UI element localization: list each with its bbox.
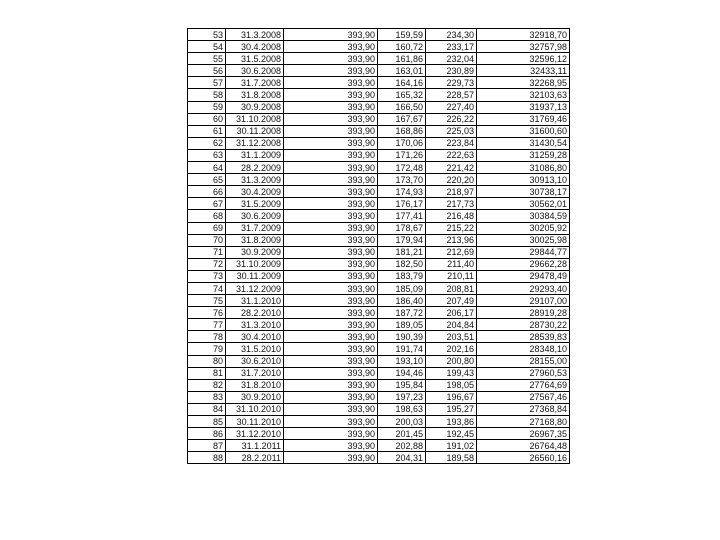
row-number-cell: 66 [188, 186, 226, 198]
table-row [188, 65, 570, 77]
row-number-cell: 70 [188, 234, 226, 246]
principal-cell: 203,51 [426, 331, 477, 343]
row-number-cell: 64 [188, 162, 226, 174]
date-cell: 31.10.2009 [226, 258, 284, 270]
principal-cell: 216,48 [426, 210, 477, 222]
table-row [188, 391, 570, 403]
interest-cell: 168,86 [378, 125, 426, 137]
payment-cell: 393,90 [284, 149, 378, 161]
balance-cell: 32268,95 [477, 77, 570, 89]
principal-cell: 220,20 [426, 174, 477, 186]
payment-cell: 393,90 [284, 186, 378, 198]
row-number-cell: 72 [188, 258, 226, 270]
date-cell: 30.11.2009 [226, 270, 284, 282]
table-row [188, 270, 570, 282]
principal-cell: 199,43 [426, 367, 477, 379]
table-row [188, 137, 570, 149]
table-row [188, 428, 570, 440]
date-cell: 31.10.2008 [226, 113, 284, 125]
payment-cell: 393,90 [284, 307, 378, 319]
payment-cell: 393,90 [284, 258, 378, 270]
principal-cell: 226,22 [426, 113, 477, 125]
interest-cell: 172,48 [378, 162, 426, 174]
interest-cell: 166,50 [378, 101, 426, 113]
date-cell: 31.8.2008 [226, 89, 284, 101]
payment-cell: 393,90 [284, 162, 378, 174]
date-cell: 30.6.2009 [226, 210, 284, 222]
date-cell: 31.5.2010 [226, 343, 284, 355]
table-row [188, 246, 570, 258]
balance-cell: 31430,54 [477, 137, 570, 149]
table-row [188, 355, 570, 367]
payment-cell: 393,90 [284, 101, 378, 113]
principal-cell: 210,11 [426, 270, 477, 282]
balance-cell: 30738,17 [477, 186, 570, 198]
date-cell: 30.9.2010 [226, 391, 284, 403]
interest-cell: 181,21 [378, 246, 426, 258]
balance-cell: 29478,49 [477, 270, 570, 282]
table-row [188, 41, 570, 53]
balance-cell: 28539,83 [477, 331, 570, 343]
date-cell: 30.4.2009 [226, 186, 284, 198]
row-number-cell: 62 [188, 137, 226, 149]
date-cell: 30.11.2010 [226, 416, 284, 428]
balance-cell: 30913,10 [477, 174, 570, 186]
row-number-cell: 55 [188, 53, 226, 65]
principal-cell: 222,63 [426, 149, 477, 161]
table-row [188, 186, 570, 198]
interest-cell: 160,72 [378, 41, 426, 53]
balance-cell: 30562,01 [477, 198, 570, 210]
payment-cell: 393,90 [284, 452, 378, 464]
row-number-cell: 88 [188, 452, 226, 464]
principal-cell: 217,73 [426, 198, 477, 210]
payment-cell: 393,90 [284, 89, 378, 101]
row-number-cell: 79 [188, 343, 226, 355]
payment-cell: 393,90 [284, 391, 378, 403]
table-row [188, 77, 570, 89]
interest-cell: 202,88 [378, 440, 426, 452]
row-number-cell: 82 [188, 379, 226, 391]
principal-cell: 230,89 [426, 65, 477, 77]
table-row [188, 403, 570, 415]
row-number-cell: 53 [188, 29, 226, 41]
payment-cell: 393,90 [284, 222, 378, 234]
interest-cell: 182,50 [378, 258, 426, 270]
balance-cell: 30025,98 [477, 234, 570, 246]
interest-cell: 164,16 [378, 77, 426, 89]
interest-cell: 185,09 [378, 282, 426, 294]
interest-cell: 161,86 [378, 53, 426, 65]
row-number-cell: 80 [188, 355, 226, 367]
principal-cell: 212,69 [426, 246, 477, 258]
date-cell: 31.7.2009 [226, 222, 284, 234]
balance-cell: 32103,63 [477, 89, 570, 101]
table-row [188, 343, 570, 355]
date-cell: 31.7.2008 [226, 77, 284, 89]
table-row [188, 125, 570, 137]
balance-cell: 31259,28 [477, 149, 570, 161]
principal-cell: 196,67 [426, 391, 477, 403]
table-row [188, 416, 570, 428]
principal-cell: 232,04 [426, 53, 477, 65]
row-number-cell: 65 [188, 174, 226, 186]
payment-cell: 393,90 [284, 295, 378, 307]
interest-cell: 193,10 [378, 355, 426, 367]
payment-cell: 393,90 [284, 234, 378, 246]
table-row [188, 440, 570, 452]
row-number-cell: 77 [188, 319, 226, 331]
row-number-cell: 68 [188, 210, 226, 222]
payment-cell: 393,90 [284, 41, 378, 53]
interest-cell: 201,45 [378, 428, 426, 440]
principal-cell: 189,58 [426, 452, 477, 464]
table-row [188, 319, 570, 331]
interest-cell: 187,72 [378, 307, 426, 319]
interest-cell: 183,79 [378, 270, 426, 282]
table-row [188, 222, 570, 234]
balance-cell: 29844,77 [477, 246, 570, 258]
date-cell: 30.9.2008 [226, 101, 284, 113]
payment-cell: 393,90 [284, 440, 378, 452]
row-number-cell: 59 [188, 101, 226, 113]
table-row [188, 295, 570, 307]
balance-cell: 28348,10 [477, 343, 570, 355]
row-number-cell: 61 [188, 125, 226, 137]
balance-cell: 26967,35 [477, 428, 570, 440]
date-cell: 31.1.2009 [226, 149, 284, 161]
date-cell: 31.12.2008 [226, 137, 284, 149]
row-number-cell: 76 [188, 307, 226, 319]
table-row [188, 113, 570, 125]
interest-cell: 176,17 [378, 198, 426, 210]
table-row [188, 210, 570, 222]
table-row [188, 29, 570, 41]
date-cell: 31.3.2010 [226, 319, 284, 331]
principal-cell: 218,97 [426, 186, 477, 198]
balance-cell: 32596,12 [477, 53, 570, 65]
interest-cell: 167,67 [378, 113, 426, 125]
table-row [188, 331, 570, 343]
date-cell: 31.8.2009 [226, 234, 284, 246]
table-row [188, 234, 570, 246]
principal-cell: 213,96 [426, 234, 477, 246]
date-cell: 31.1.2010 [226, 295, 284, 307]
row-number-cell: 81 [188, 367, 226, 379]
row-number-cell: 73 [188, 270, 226, 282]
principal-cell: 228,57 [426, 89, 477, 101]
payment-cell: 393,90 [284, 282, 378, 294]
interest-cell: 194,46 [378, 367, 426, 379]
balance-cell: 32918,70 [477, 29, 570, 41]
date-cell: 31.5.2009 [226, 198, 284, 210]
payment-cell: 393,90 [284, 428, 378, 440]
interest-cell: 189,05 [378, 319, 426, 331]
principal-cell: 229,73 [426, 77, 477, 89]
interest-cell: 200,03 [378, 416, 426, 428]
principal-cell: 192,45 [426, 428, 477, 440]
date-cell: 30.4.2008 [226, 41, 284, 53]
table-row [188, 89, 570, 101]
payment-cell: 393,90 [284, 403, 378, 415]
principal-cell: 221,42 [426, 162, 477, 174]
principal-cell: 198,05 [426, 379, 477, 391]
balance-cell: 31769,46 [477, 113, 570, 125]
date-cell: 31.3.2009 [226, 174, 284, 186]
row-number-cell: 56 [188, 65, 226, 77]
table-row [188, 258, 570, 270]
principal-cell: 234,30 [426, 29, 477, 41]
payment-cell: 393,90 [284, 355, 378, 367]
balance-cell: 27764,69 [477, 379, 570, 391]
payment-cell: 393,90 [284, 367, 378, 379]
date-cell: 30.6.2008 [226, 65, 284, 77]
balance-cell: 31600,60 [477, 125, 570, 137]
interest-cell: 178,67 [378, 222, 426, 234]
payment-cell: 393,90 [284, 174, 378, 186]
balance-cell: 27168,80 [477, 416, 570, 428]
interest-cell: 195,84 [378, 379, 426, 391]
table-row [188, 367, 570, 379]
date-cell: 31.8.2010 [226, 379, 284, 391]
principal-cell: 191,02 [426, 440, 477, 452]
balance-cell: 27960,53 [477, 367, 570, 379]
principal-cell: 193,86 [426, 416, 477, 428]
payment-cell: 393,90 [284, 270, 378, 282]
payment-cell: 393,90 [284, 416, 378, 428]
principal-cell: 223,84 [426, 137, 477, 149]
balance-cell: 30205,92 [477, 222, 570, 234]
interest-cell: 186,40 [378, 295, 426, 307]
payment-cell: 393,90 [284, 246, 378, 258]
table-row [188, 101, 570, 113]
date-cell: 31.12.2010 [226, 428, 284, 440]
date-cell: 31.1.2011 [226, 440, 284, 452]
balance-cell: 32433,11 [477, 65, 570, 77]
row-number-cell: 69 [188, 222, 226, 234]
balance-cell: 28919,28 [477, 307, 570, 319]
interest-cell: 165,32 [378, 89, 426, 101]
principal-cell: 233,17 [426, 41, 477, 53]
table-row [188, 198, 570, 210]
row-number-cell: 86 [188, 428, 226, 440]
principal-cell: 202,16 [426, 343, 477, 355]
payment-cell: 393,90 [284, 125, 378, 137]
interest-cell: 191,74 [378, 343, 426, 355]
row-number-cell: 71 [188, 246, 226, 258]
row-number-cell: 58 [188, 89, 226, 101]
balance-cell: 26764,48 [477, 440, 570, 452]
row-number-cell: 57 [188, 77, 226, 89]
principal-cell: 206,17 [426, 307, 477, 319]
balance-cell: 29107,00 [477, 295, 570, 307]
table-row [188, 149, 570, 161]
date-cell: 31.3.2008 [226, 29, 284, 41]
balance-cell: 27368,84 [477, 403, 570, 415]
table-row [188, 307, 570, 319]
payment-cell: 393,90 [284, 319, 378, 331]
balance-cell: 26560,16 [477, 452, 570, 464]
interest-cell: 190,39 [378, 331, 426, 343]
date-cell: 30.6.2010 [226, 355, 284, 367]
date-cell: 31.12.2009 [226, 282, 284, 294]
date-cell: 28.2.2011 [226, 452, 284, 464]
principal-cell: 195,27 [426, 403, 477, 415]
row-number-cell: 74 [188, 282, 226, 294]
payment-cell: 393,90 [284, 198, 378, 210]
interest-cell: 179,94 [378, 234, 426, 246]
row-number-cell: 54 [188, 41, 226, 53]
date-cell: 30.4.2010 [226, 331, 284, 343]
table-row [188, 162, 570, 174]
payment-cell: 393,90 [284, 53, 378, 65]
principal-cell: 207,49 [426, 295, 477, 307]
amortization-table [187, 28, 570, 464]
payment-cell: 393,90 [284, 65, 378, 77]
payment-cell: 393,90 [284, 113, 378, 125]
balance-cell: 27567,46 [477, 391, 570, 403]
balance-cell: 29662,28 [477, 258, 570, 270]
payment-cell: 393,90 [284, 331, 378, 343]
principal-cell: 204,84 [426, 319, 477, 331]
row-number-cell: 60 [188, 113, 226, 125]
interest-cell: 174,93 [378, 186, 426, 198]
table-row [188, 53, 570, 65]
payment-cell: 393,90 [284, 379, 378, 391]
balance-cell: 29293,40 [477, 282, 570, 294]
principal-cell: 208,81 [426, 282, 477, 294]
principal-cell: 227,40 [426, 101, 477, 113]
balance-cell: 32757,98 [477, 41, 570, 53]
row-number-cell: 75 [188, 295, 226, 307]
payment-cell: 393,90 [284, 77, 378, 89]
interest-cell: 173,70 [378, 174, 426, 186]
row-number-cell: 87 [188, 440, 226, 452]
row-number-cell: 85 [188, 416, 226, 428]
row-number-cell: 78 [188, 331, 226, 343]
date-cell: 28.2.2009 [226, 162, 284, 174]
row-number-cell: 67 [188, 198, 226, 210]
payment-cell: 393,90 [284, 137, 378, 149]
balance-cell: 28155,00 [477, 355, 570, 367]
row-number-cell: 83 [188, 391, 226, 403]
interest-cell: 177,41 [378, 210, 426, 222]
interest-cell: 171,26 [378, 149, 426, 161]
interest-cell: 204,31 [378, 452, 426, 464]
table-row [188, 282, 570, 294]
interest-cell: 198,63 [378, 403, 426, 415]
principal-cell: 211,40 [426, 258, 477, 270]
table-row [188, 379, 570, 391]
date-cell: 28.2.2010 [226, 307, 284, 319]
interest-cell: 159,59 [378, 29, 426, 41]
date-cell: 31.10.2010 [226, 403, 284, 415]
date-cell: 30.11.2008 [226, 125, 284, 137]
date-cell: 31.7.2010 [226, 367, 284, 379]
balance-cell: 31086,80 [477, 162, 570, 174]
table-row [188, 174, 570, 186]
payment-cell: 393,90 [284, 343, 378, 355]
row-number-cell: 63 [188, 149, 226, 161]
amortization-table-body [188, 29, 570, 464]
date-cell: 31.5.2008 [226, 53, 284, 65]
date-cell: 30.9.2009 [226, 246, 284, 258]
principal-cell: 215,22 [426, 222, 477, 234]
payment-cell: 393,90 [284, 210, 378, 222]
balance-cell: 30384,59 [477, 210, 570, 222]
payment-cell: 393,90 [284, 29, 378, 41]
balance-cell: 31937,13 [477, 101, 570, 113]
principal-cell: 225,03 [426, 125, 477, 137]
interest-cell: 163,01 [378, 65, 426, 77]
principal-cell: 200,80 [426, 355, 477, 367]
interest-cell: 197,23 [378, 391, 426, 403]
interest-cell: 170,06 [378, 137, 426, 149]
table-row [188, 452, 570, 464]
row-number-cell: 84 [188, 403, 226, 415]
balance-cell: 28730,22 [477, 319, 570, 331]
